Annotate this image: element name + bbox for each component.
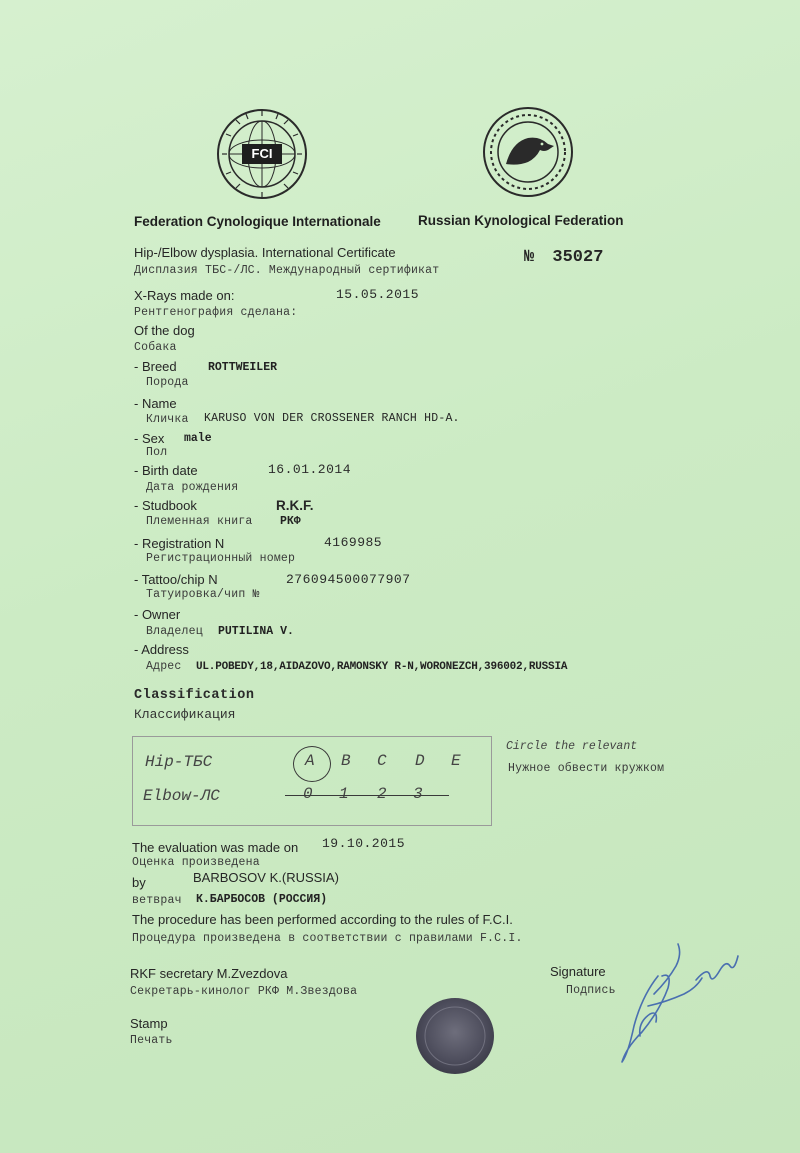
hip-grade[interactable]: A xyxy=(305,752,315,770)
birth-label-en: - Birth date xyxy=(134,463,198,478)
address-value: UL.POBEDY,18,AIDAZOVO,RAMONSKY R-N,WORONEZCH,396002,RUSSIA xyxy=(196,661,568,673)
xray-label-en: X-Rays made on: xyxy=(134,288,235,303)
hip-grade[interactable]: B xyxy=(341,752,351,770)
signature-scribble xyxy=(612,936,752,1072)
breed-label-en: - Breed xyxy=(134,359,177,374)
dog-label-en: Of the dog xyxy=(134,323,195,338)
secretary-label-ru: Секретарь-кинолог РКФ М.Звездова xyxy=(130,985,358,998)
vet-name-en: BARBOSOV K.(RUSSIA) xyxy=(193,870,339,885)
sex-label-en: - Sex xyxy=(134,431,165,446)
breed-value: ROTTWEILER xyxy=(208,361,278,374)
vet-name-ru: К.БАРБОСОВ (РОССИЯ) xyxy=(196,893,328,906)
owner-label-en: - Owner xyxy=(134,607,181,622)
classification-box xyxy=(132,736,492,826)
classification-title-en: Classification xyxy=(134,688,255,703)
hip-grade[interactable]: D xyxy=(415,752,425,770)
elbow-grade[interactable]: 1 xyxy=(339,785,349,803)
fci-logo xyxy=(216,108,308,200)
evaluation-date: 19.10.2015 xyxy=(322,836,406,851)
by-label-ru: ветврач xyxy=(132,894,182,907)
elbow-grade[interactable]: 0 xyxy=(303,785,313,803)
sex-value: male xyxy=(184,432,212,445)
classification-note-ru: Нужное обвести кружком xyxy=(508,762,665,775)
birth-value: 16.01.2014 xyxy=(268,462,352,477)
signature-label-en: Signature xyxy=(550,964,606,979)
secretary-label-en: RKF secretary M.Zvezdova xyxy=(130,966,288,981)
evaluation-label-ru: Оценка произведена xyxy=(132,856,260,869)
certificate-number-value: 35027 xyxy=(552,248,604,267)
name-label-ru: Кличка xyxy=(146,413,189,426)
stamp-seal xyxy=(414,996,496,1076)
elbow-grade[interactable]: 3 xyxy=(413,785,423,803)
xray-value: 15.05.2015 xyxy=(336,287,420,302)
certificate-number-label: № xyxy=(524,248,535,267)
registration-label-ru: Регистрационный номер xyxy=(146,552,296,565)
registration-label-en: - Registration N xyxy=(134,536,225,551)
hip-label: Hip-ТБС xyxy=(145,753,213,771)
breed-label-ru: Порода xyxy=(146,376,189,389)
name-label-en: - Name xyxy=(134,396,177,411)
studbook-label-ru: Племенная книга xyxy=(146,515,253,528)
org-right-title: Russian Kynological Federation xyxy=(418,213,624,228)
certificate-number xyxy=(524,248,603,267)
address-label-en: - Address xyxy=(134,642,189,657)
name-value: KARUSO VON DER CROSSENER RANCH HD-A. xyxy=(204,412,460,425)
owner-value: PUTILINA V. xyxy=(218,625,294,638)
dog-label-ru: Собака xyxy=(134,341,177,354)
stamp-label-ru: Печать xyxy=(130,1034,173,1047)
org-left-title: Federation Cynologique Internationale xyxy=(134,214,381,229)
tattoo-label-en: - Tattoo/chip N xyxy=(134,572,218,587)
procedure-text-ru: Процедура произведена в соответствии с правилами F.C.I. xyxy=(132,932,523,945)
certificate-title-en: Hip-/Elbow dysplasia. International Certificate xyxy=(134,245,396,260)
tattoo-label-ru: Татуировка/чип № xyxy=(146,588,260,601)
address-label-ru: Адрес xyxy=(146,660,182,673)
classification-note-en: Circle the relevant xyxy=(506,740,638,753)
by-label-en: by xyxy=(132,875,146,890)
signature-label-ru: Подпись xyxy=(566,984,616,997)
elbow-grade[interactable]: 2 xyxy=(377,785,387,803)
studbook-value-ru: РКФ xyxy=(280,515,301,528)
classification-title-ru: Классификация xyxy=(134,707,236,722)
xray-label-ru: Рентгенография сделана: xyxy=(134,306,298,319)
evaluation-label-en: The evaluation was made on xyxy=(132,840,299,855)
hip-grade[interactable]: C xyxy=(377,752,387,770)
rkf-logo xyxy=(482,106,574,198)
birth-label-ru: Дата рождения xyxy=(146,481,239,494)
elbow-strike-line xyxy=(285,795,449,796)
studbook-label-en: - Studbook xyxy=(134,498,197,513)
hip-grade[interactable]: E xyxy=(451,752,461,770)
procedure-text-en: The procedure has been performed according to the rules of F.C.I. xyxy=(132,912,513,927)
stamp-label-en: Stamp xyxy=(130,1016,168,1031)
tattoo-value: 276094500077907 xyxy=(286,572,411,587)
certificate-title-ru: Дисплазия ТБС-/ЛС. Международный сертификат xyxy=(134,264,440,277)
owner-label-ru: Владелец xyxy=(146,625,203,638)
fci-logo-text: FCI xyxy=(251,146,273,161)
sex-label-ru: Пол xyxy=(146,446,168,459)
elbow-label: Elbow-ЛС xyxy=(143,787,220,805)
registration-value: 4169985 xyxy=(324,535,383,550)
studbook-value-en: R.K.F. xyxy=(276,498,314,513)
